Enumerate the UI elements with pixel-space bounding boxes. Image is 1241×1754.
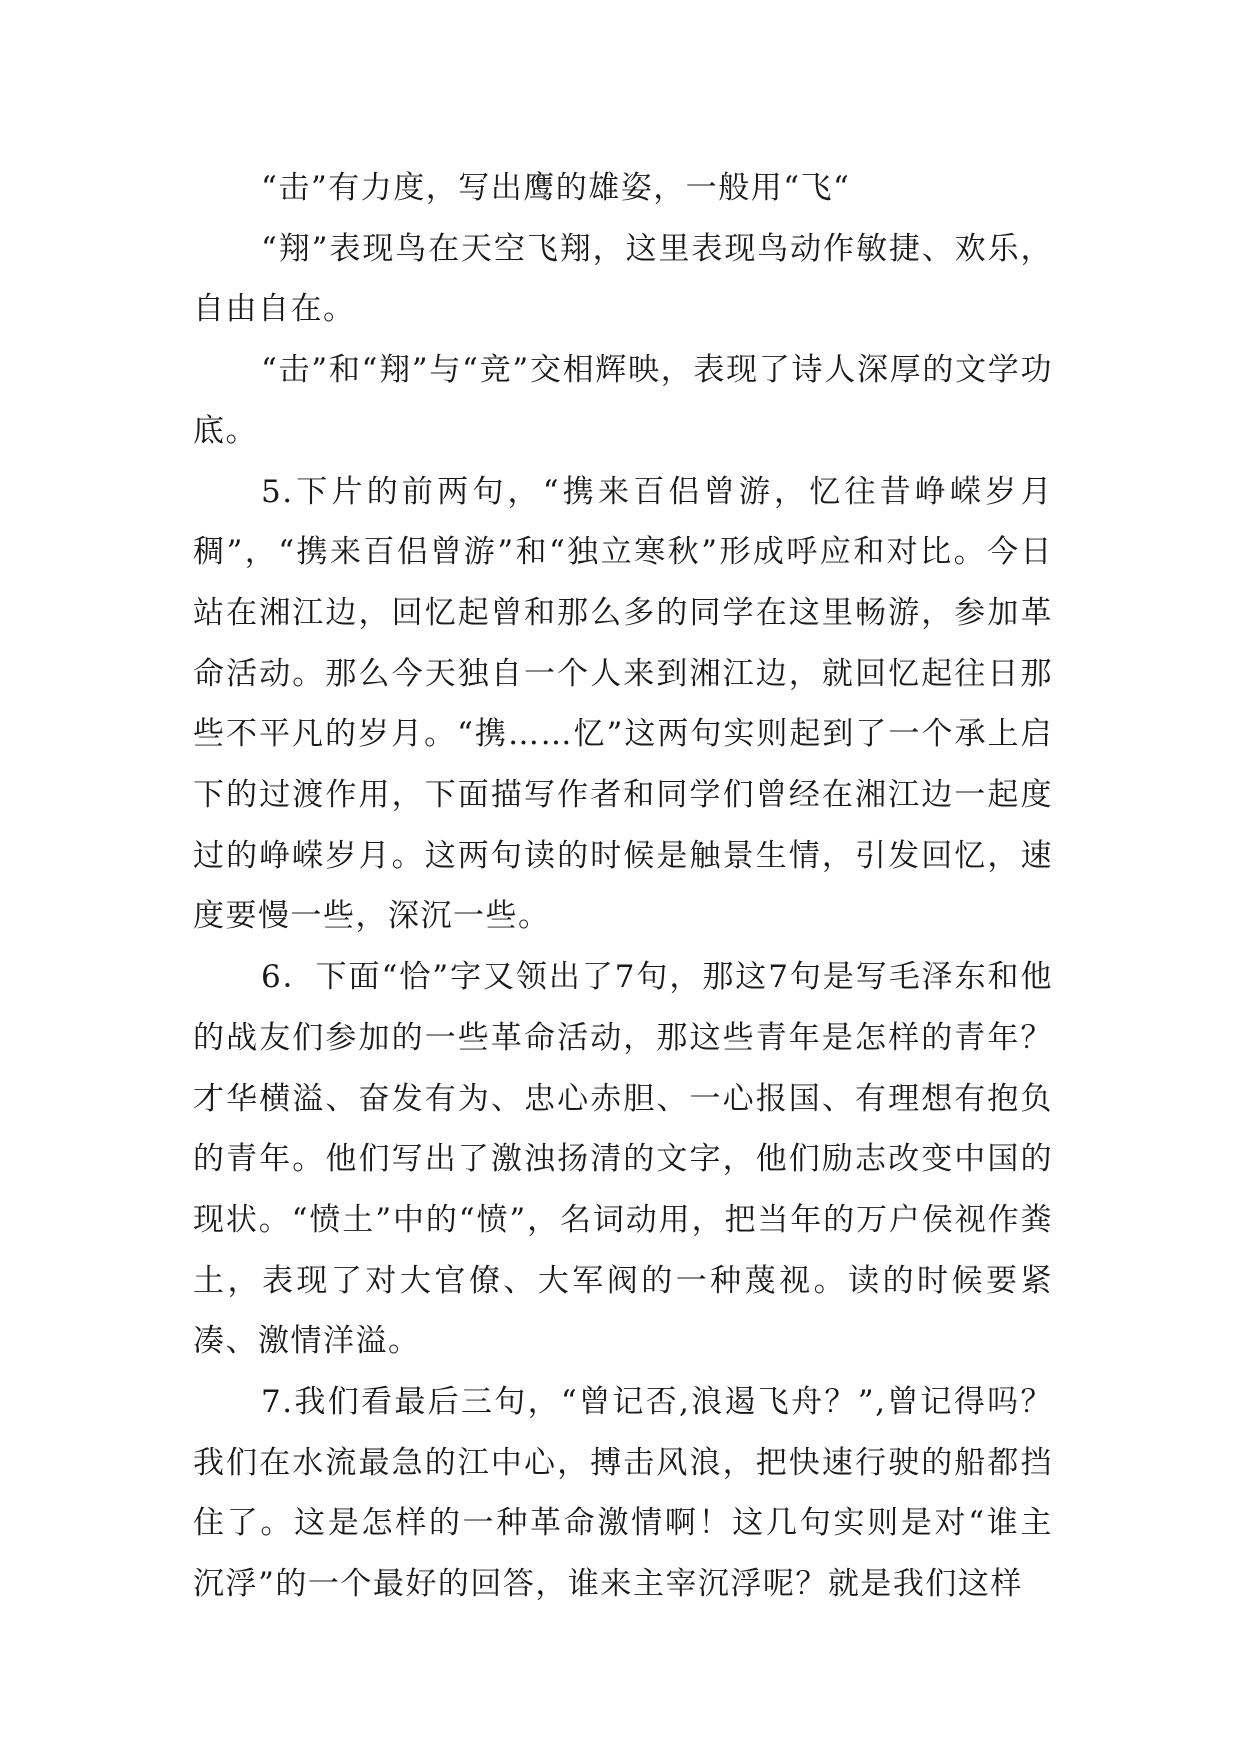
paragraph-point-6: 6．下面“恰”字又领出了7句，那这7句是写毛泽东和他的战友们参加的一些革命活动，那这些青年是怎样的青年？才华横溢、奋发有为、忠心赤胆、一心报国、有理想有抱负的青年。他们写出了激浊扬清的文字，他们励志改变中国的现状。“愤土”中的“愤”，名词动用，把当年的万户侯视作粪土，表现了对大官僚、大军阀的一种蔑视。读的时候要紧凑、激情洋溢。 bbox=[193, 959, 1053, 1360]
body-text bbox=[193, 158, 1053, 1615]
paragraph-word-contrast: “击”和“翔”与“竞”交相辉映，表现了诗人深厚的文学功底。 bbox=[193, 352, 1053, 449]
paragraph-bird-soar: “翔”表现鸟在天空飞翔，这里表现鸟动作敏捷、欢乐，自由自在。 bbox=[193, 230, 1053, 328]
paragraph-eagle-strike: “击”有力度，写出鹰的雄姿，一般用“飞“ bbox=[261, 170, 851, 206]
paragraph-point-7: 7.我们看最后三句，“曾记否,浪遏飞舟？”,曾记得吗？我们在水流最急的江中心，搏击风浪，把快速行驶的船都挡住了。这是怎样的一种革命激情啊！这几句实则是对“谁主沉浮”的一个最好的回答，谁来主宰沉浮呢？就是我们这样 bbox=[193, 1384, 1053, 1603]
paragraph-point-5: 5.下片的前两句，“携来百侣曾游，忆往昔峥嵘岁月稠”，“携来百侣曾游”和“独立寒秋”形成呼应和对比。今日站在湘江边，回忆起曾和那么多的同学在这里畅游，参加革命活动。那么今天独自一个人来到湘江边，就回忆起往日那些不平凡的岁月。“携……忆”这两句实则起到了一个承上启下的过渡作用，下面描写作者和同学们曾经在湘江边一起度过的峥嵘岁月。这两句读的时候是触景生情，引发回忆，速度要慢一些，深沉一些。 bbox=[193, 473, 1053, 935]
